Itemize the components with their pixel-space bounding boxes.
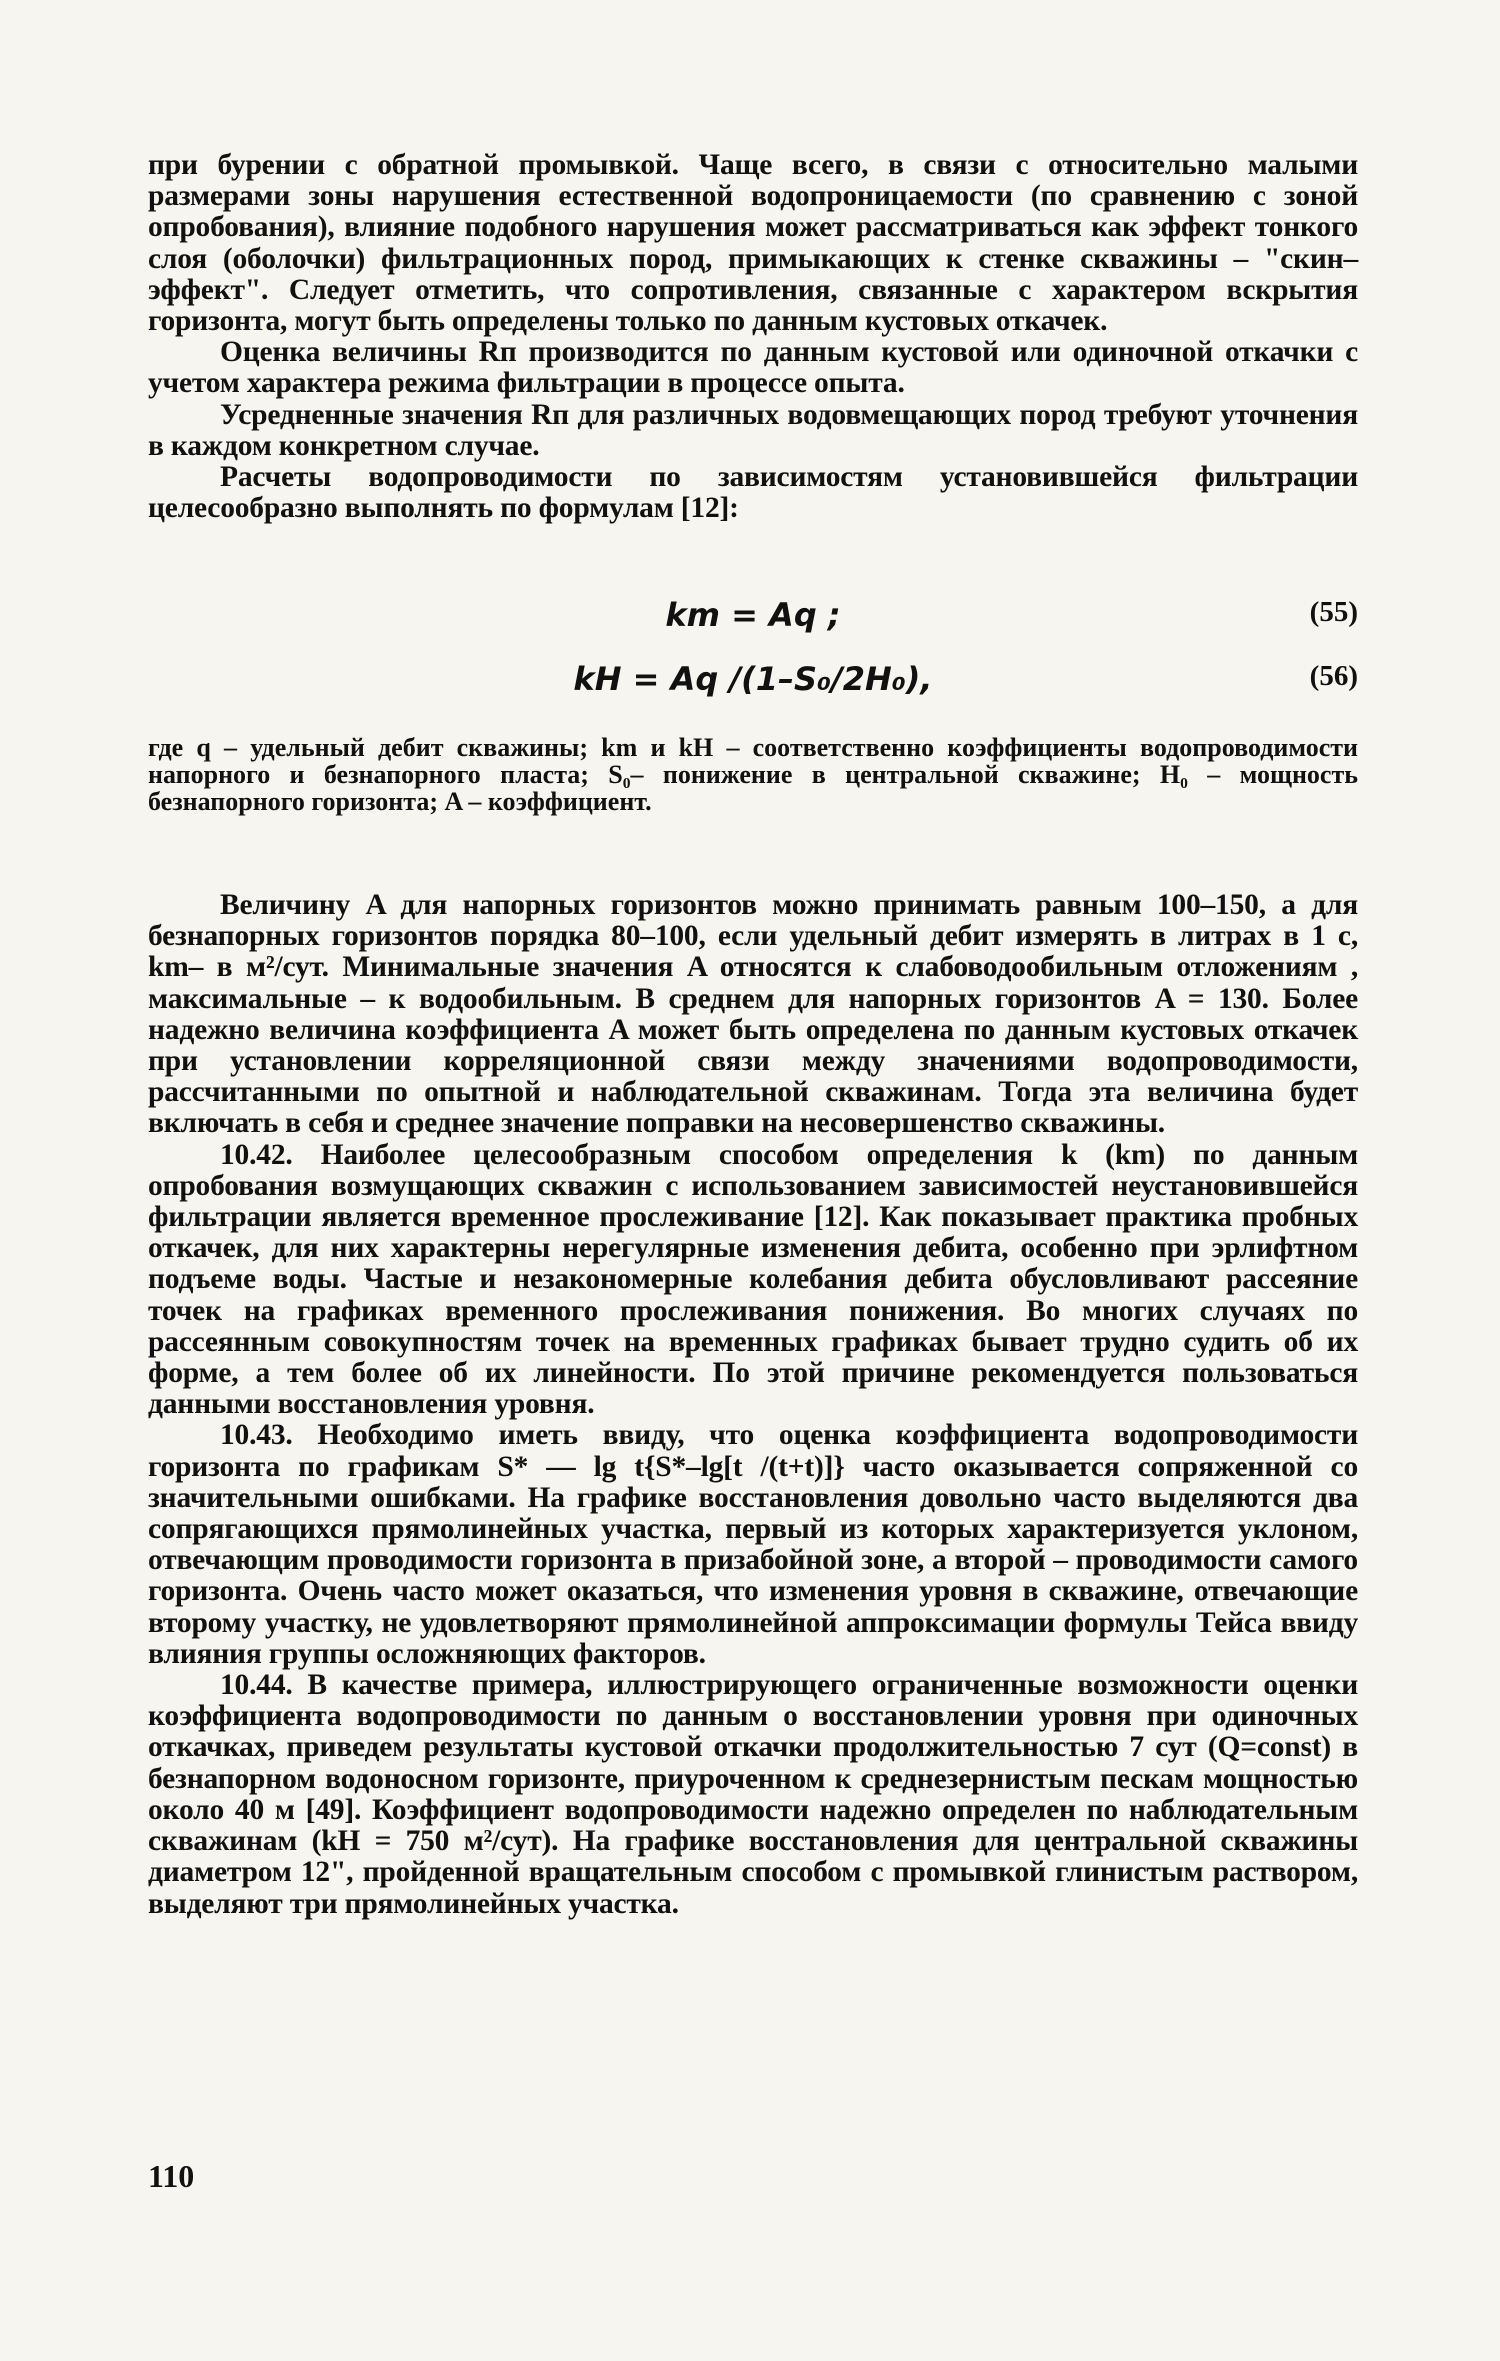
formula-expression: kH = Aq /(1–S₀/2H₀), [573, 660, 933, 698]
paragraph-calculations: Расчеты водопроводимости по зависимостям установившейся фильтрации целесообразно выполнять по формулам [12]: [148, 461, 1358, 525]
formula-number: (56) [1309, 660, 1358, 692]
paragraph-10-44: 10.44. В качестве примера, иллюстрирующего ограниченные возможности оценки коэффициента водопроводимости по данным о восстановлении уровня при одиночных откачках, приведем результаты кустовой откачки продолжительностью 7 сут (Q=const) в безнапорном водоносном горизонте, приуроченном к среднезернистым пескам мощностью около 40 м [49]. Коэффициент водопроводимости надежно определен по наблюдательным скважинам (kH = 750 м²/сут). На графике восстановления для центральной скважины диаметром 12", пройденной вращательным способом с промывкой глинистым раствором, выделяют три прямолинейных участка. [148, 1669, 1358, 1920]
paragraph-skin-effect: при бурении с обратной промывкой. Чаще всего, в связи с относительно малыми размерами зоны нарушения естественной водопроницаемости (по сравнению с зоной опробования), влияние подобного нарушения может рассматриваться как эффект тонкого слоя (оболочки) фильтрационных пород, примыкающих к стенке скважины – "скин–эффект". Следует отметить, что сопротивления, связанные с характером вскрытия горизонта, могут быть определены только по данным кустовых откачек. [148, 149, 1358, 338]
paragraph-10-43: 10.43. Необходимо иметь ввиду, что оценка коэффициента водопроводимости горизонта по графикам S* — lg t{S*–lg[t /(t+t)]} часто оказывается сопряженной со значительными ошибками. На графике восстановления довольно часто выделяются два сопрягающихся прямолинейных участка, первый из которых характеризуется уклоном, отвечающим проводимости горизонта в призабойной зоне, а второй – проводимости самого горизонта. Очень часто может оказаться, что изменения уровня в скважине, отвечающие второму участку, не удовлетворяют прямолинейной аппроксимации формулы Тейса ввиду влияния группы осложняющих факторов. [148, 1419, 1358, 1670]
paragraph-group-top [148, 150, 1358, 524]
formula-legend [148, 734, 1358, 815]
where-text: где q – удельный дебит скважины; km и kH – соответственно коэффициенты водопроводимости напорного и безнапорного пласта; S₀– понижение в центральной скважине; H₀ – мощность безнапорного горизонта; A – коэффициент. [148, 733, 1358, 816]
formula-56 [148, 660, 1358, 704]
page-number: 110 [148, 2158, 195, 2194]
formula-55 [148, 596, 1358, 640]
formula-number: (55) [1309, 596, 1358, 628]
paragraph-rn-averaged: Усредненные значения Rп для различных водовмещающих пород требуют уточнения в каждом конкретном случае. [148, 398, 1358, 462]
paragraph-group-main [148, 890, 1358, 1920]
paragraph-10-42: 10.42. Наиболее целесообразным способом определения k (km) по данным опробования возмущающих скважин с использованием зависимостей неустановившейся фильтрации является временное прослеживание [12]. Как показывает практика пробных откачек, для них характерны нерегулярные изменения дебита, особенно при эрлифтном подъеме воды. Частые и незакономерные колебания дебита обусловливают рассеяние точек на графиках временного прослеживания понижения. Во многих случаях по рассеянным совокупностям точек на временных графиках бывает трудно судить об их форме, а тем более об их линейности. По этой причине рекомендуется пользоваться данными восстановления уровня. [148, 1138, 1358, 1421]
paragraph-coefficient-a: Величину A для напорных горизонтов можно принимать равным 100–150, а для безнапорных горизонтов порядка 80–100, если удельный дебит измерять в литрах в 1 с, km– в м²/сут. Минимальные значения A относятся к слабоводообильным отложениям , максимальные – к водообильным. В среднем для напорных горизонтов A = 130. Более надежно величина коэффициента A может быть определена по данным кустовых откачек при установлении корреляционной связи между значениями водопроводимости, рассчитанными по опытной и наблюдательной скважинам. Тогда эта величина будет включать в себя и среднее значение поправки на несовершенство скважины. [148, 889, 1358, 1140]
paragraph-rn-estimate: Оценка величины Rп производится по данным кустовой или одиночной откачки с учетом характера режима фильтрации в процессе опыта. [148, 336, 1358, 400]
formula-expression: km = Aq ; [665, 596, 841, 634]
